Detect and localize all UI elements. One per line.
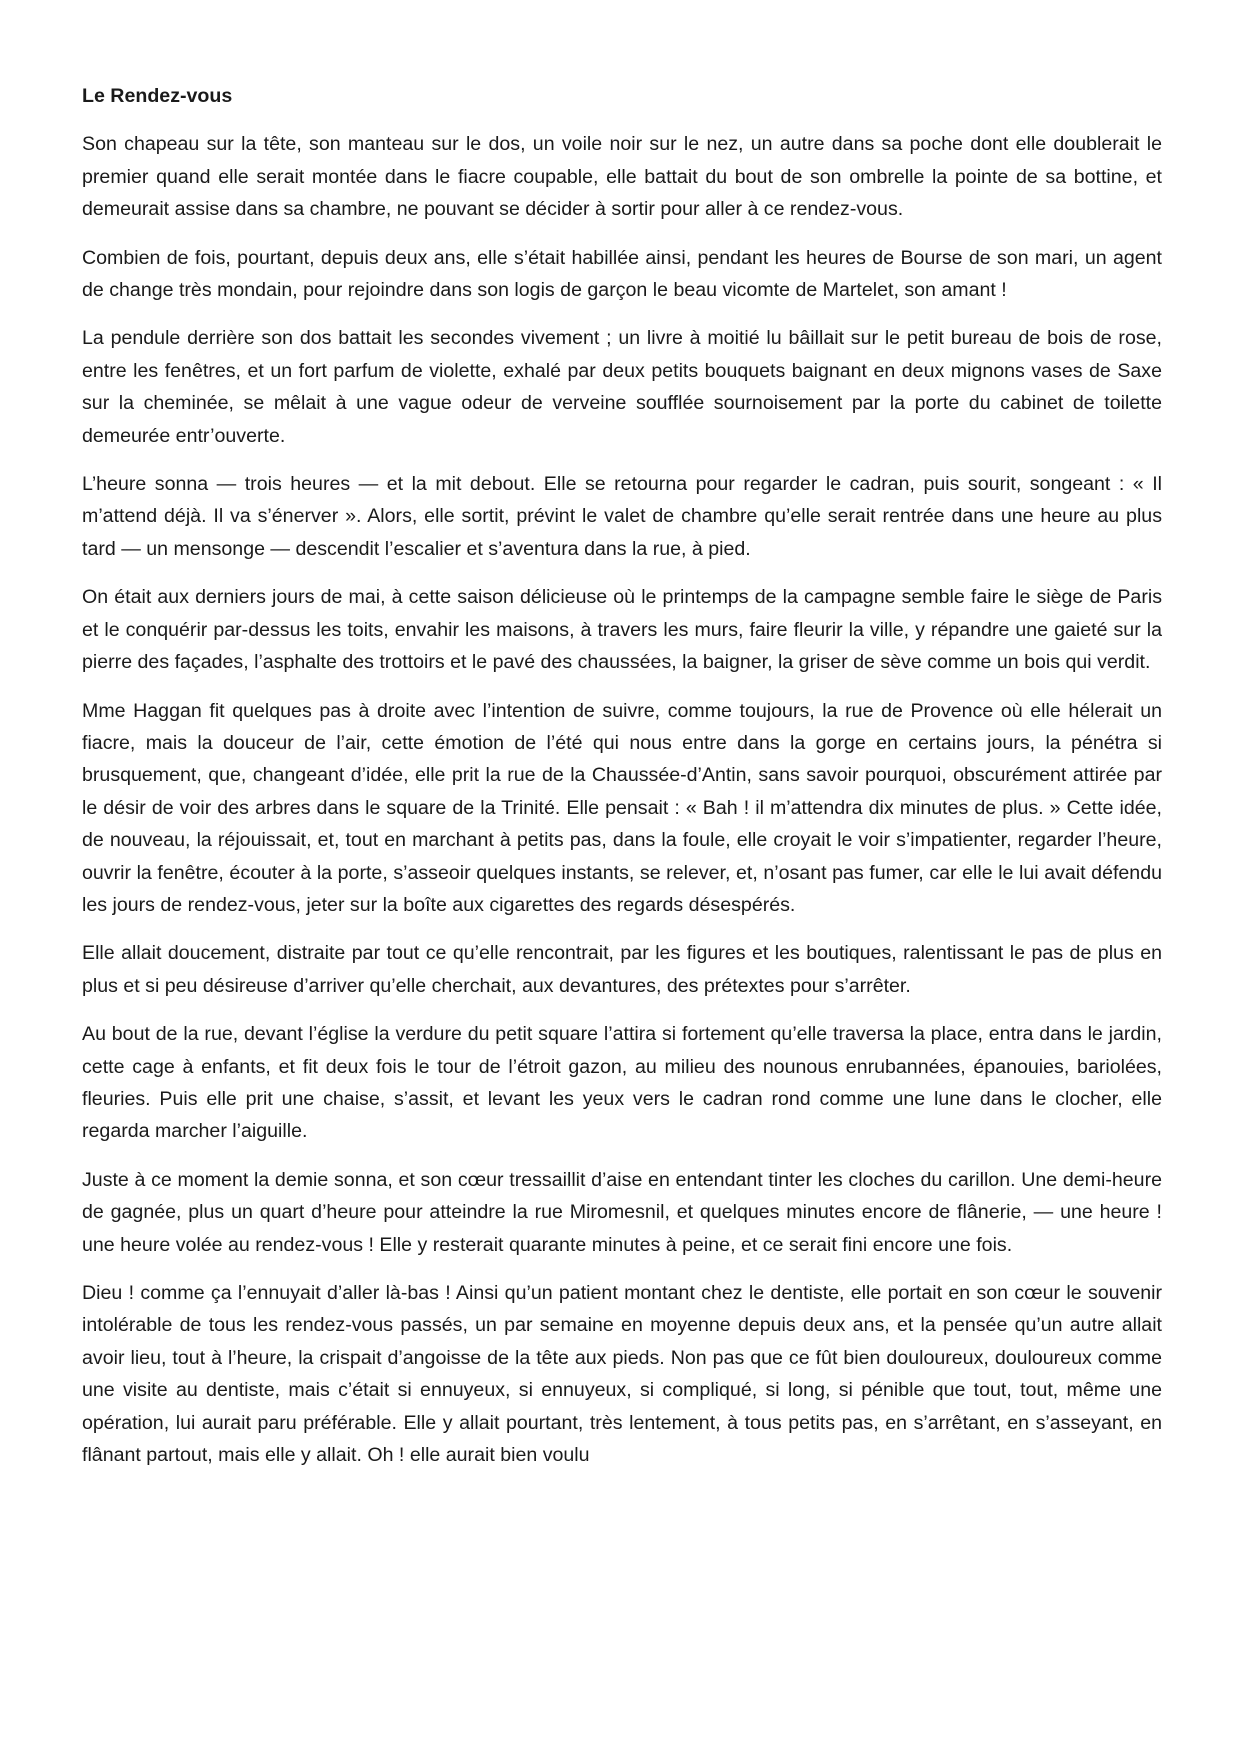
document-title: Le Rendez-vous	[82, 85, 233, 107]
paragraph: Son chapeau sur la tête, son manteau sur le dos, un voile noir sur le nez, un autre dans sa poche dont elle doublerait le premier quand elle serait montée dans le fiacre coupable, elle battait du bout de son ombrelle la pointe de sa bottine, et demeurait assise dans sa chambre, ne pouvant se décider à sortir pour aller à ce rendez-vous.	[82, 133, 1162, 221]
document-page	[82, 80, 1162, 1487]
paragraph: Juste à ce moment la demie sonna, et son cœur tressaillit d’aise en entendant tinter les cloches du carillon. Une demi-heure de gagnée, plus un quart d’heure pour atteindre la rue Miromesnil, et quelques minutes encore de flânerie, — une heure ! une heure volée au rendez-vous ! Elle y resterait quarante minutes à peine, et ce serait fini encore une fois.	[82, 1168, 1162, 1256]
paragraph: Au bout de la rue, devant l’église la verdure du petit square l’attira si fortement qu’elle traversa la place, entra dans le jardin, cette cage à enfants, et fit deux fois le tour de l’étroit gazon, au milieu des nounous enrubannées, épanouies, bariolées, fleuries. Puis elle prit une chaise, s’assit, et levant les yeux vers le cadran rond comme une lune dans le clocher, elle regarda marcher l’aiguille.	[82, 1023, 1162, 1143]
paragraph: La pendule derrière son dos battait les secondes vivement ; un livre à moitié lu bâillait sur le petit bureau de bois de rose, entre les fenêtres, et un fort parfum de violette, exhalé par deux petits bouquets baignant en deux mignons vases de Saxe sur la cheminée, se mêlait à une vague odeur de verveine soufflée sournoisement par la porte du cabinet de toilette demeurée entr’ouverte.	[82, 327, 1162, 447]
paragraph: On était aux derniers jours de mai, à cette saison délicieuse où le printemps de la campagne semble faire le siège de Paris et le conquérir par-dessus les toits, envahir les maisons, à travers les murs, faire fleurir la ville, y répandre une gaieté sur la pierre des façades, l’asphalte des trottoirs et le pavé des chaussées, la baigner, la griser de sève comme un bois qui verdit.	[82, 586, 1162, 674]
paragraph: Elle allait doucement, distraite par tout ce qu’elle rencontrait, par les figures et les boutiques, ralentissant le pas de plus en plus et si peu désireuse d’arriver qu’elle cherchait, aux devantures, des prétextes pour s’arrêter.	[82, 942, 1162, 997]
paragraph: Mme Haggan fit quelques pas à droite avec l’intention de suivre, comme toujours, la rue de Provence où elle hélerait un fiacre, mais la douceur de l’air, cette émotion de l’été qui nous entre dans la gorge en certains jours, la pénétra si brusquement, que, changeant d’idée, elle prit la rue de la Chaussée-d’Antin, sans savoir pourquoi, obscurément attirée par le désir de voir des arbres dans le square de la Trinité. Elle pensait : « Bah ! il m’attendra dix minutes de plus. » Cette idée, de nouveau, la réjouissait, et, tout en marchant à petits pas, dans la foule, elle croyait le voir s’impatienter, regarder l’heure, ouvrir la fenêtre, écouter à la porte, s’asseoir quelques instants, se relever, et, n’osant pas fumer, car elle le lui avait défendu les jours de rendez-vous, jeter sur la boîte aux cigarettes des regards désespérés.	[82, 699, 1162, 916]
paragraph: L’heure sonna — trois heures — et la mit debout. Elle se retourna pour regarder le cadran, puis sourit, songeant : « Il m’attend déjà. Il va s’énerver ». Alors, elle sortit, prévint le valet de chambre qu’elle serait rentrée dans une heure au plus tard — un mensonge — descendit l’escalier et s’aventura dans la rue, à pied.	[82, 473, 1162, 560]
paragraph: Dieu ! comme ça l’ennuyait d’aller là-bas ! Ainsi qu’un patient montant chez le dentiste, elle portait en son cœur le souvenir intolérable de tous les rendez-vous passés, un par semaine en moyenne depuis deux ans, et la pensée qu’un autre allait avoir lieu, tout à l’heure, la crispait d’angoisse de la tête aux pieds. Non pas que ce fût bien douloureux, douloureux comme une visite au dentiste, mais c’était si ennuyeux, si ennuyeux, si compliqué, si long, si pénible que tout, tout, même une opération, lui aurait paru préférable. Elle y allait pourtant, très lentement, à tous petits pas, en s’arrêtant, en s’asseyant, en flânant partout, mais elle y allait. Oh ! elle aurait bien voulu	[82, 1282, 1162, 1467]
paragraph: Combien de fois, pourtant, depuis deux ans, elle s’était habillée ainsi, pendant les heures de Bourse de son mari, un agent de change très mondain, pour rejoindre dans son logis de garçon le beau vicomte de Martelet, son amant !	[82, 246, 1162, 302]
